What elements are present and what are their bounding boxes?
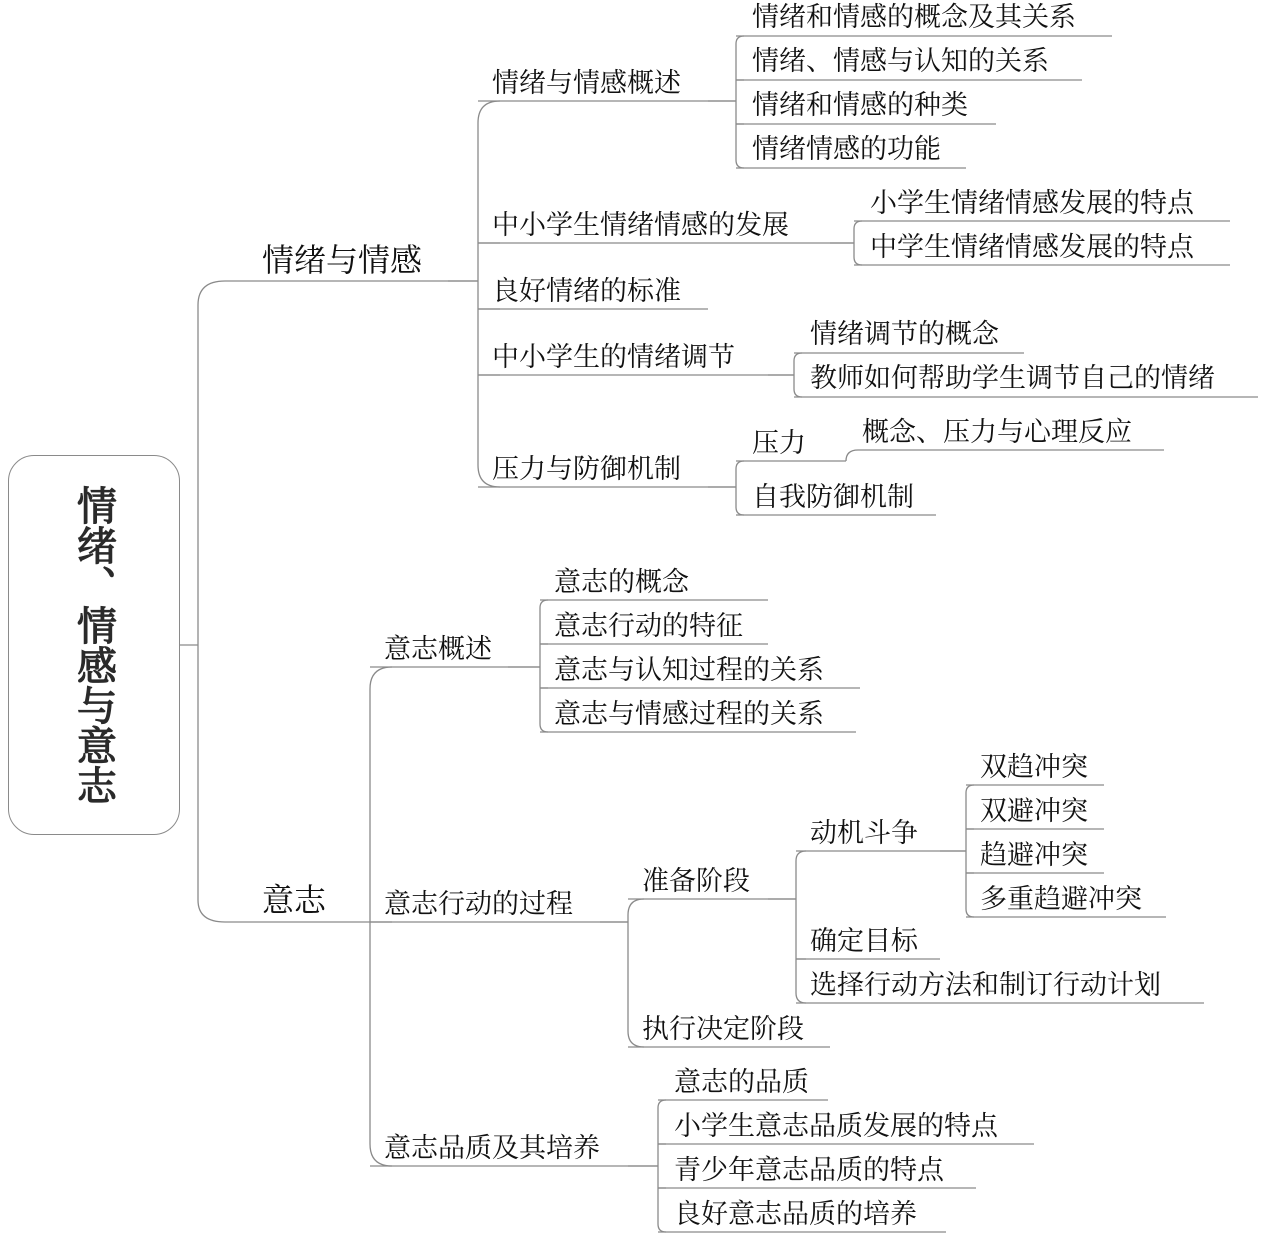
leaf-will-action-features: 意志行动的特征 <box>554 611 743 642</box>
node-good-emotion-standard: 良好情绪的标准 <box>492 276 681 307</box>
leaf-will-concept: 意志的概念 <box>554 567 689 598</box>
leaf-self-defense: 自我防御机制 <box>752 482 914 513</box>
leaf-secondary-emotion-dev: 中学生情绪情感发展的特点 <box>870 232 1194 263</box>
bracket-corner <box>796 851 806 861</box>
bracket-corner <box>794 353 802 361</box>
node-will-overview: 意志概述 <box>384 634 492 665</box>
stress-to-concept <box>846 450 1164 461</box>
leaf-will-cultivation: 良好意志品质的培养 <box>674 1199 917 1230</box>
node-stress: 压力 <box>752 428 806 459</box>
leaf-emotion-cognition: 情绪、情感与认知的关系 <box>752 46 1049 77</box>
bracket-corner <box>854 221 862 229</box>
node-stress-defense: 压力与防御机制 <box>492 454 681 485</box>
bracket-corner <box>966 909 974 917</box>
bracket-corner <box>658 1224 666 1232</box>
bracket-corner <box>628 899 644 915</box>
bracket-corner <box>736 160 744 168</box>
leaf-choose-method: 选择行动方法和制订行动计划 <box>810 970 1161 1001</box>
leaf-regulation-concept: 情绪调节的概念 <box>810 319 999 350</box>
leaf-teacher-help-regulate: 教师如何帮助学生调节自己的情绪 <box>810 363 1215 394</box>
leaf-emotion-concept-relation: 情绪和情感的概念及其关系 <box>752 2 1076 33</box>
bracket-corner <box>540 600 548 608</box>
leaf-primary-will-dev: 小学生意志品质发展的特点 <box>674 1111 998 1142</box>
leaf-execute-stage: 执行决定阶段 <box>642 1014 804 1045</box>
leaf-approach-approach: 双趋冲突 <box>980 752 1088 783</box>
root-to-emotion <box>198 281 252 645</box>
node-emotion-development: 中小学生情绪情感的发展 <box>492 210 789 241</box>
leaf-emotion-types: 情绪和情感的种类 <box>752 90 968 121</box>
leaf-teen-will-features: 青少年意志品质的特点 <box>674 1155 944 1186</box>
root-node-label: 情绪、情感与意志 <box>70 485 118 805</box>
leaf-emotion-functions: 情绪情感的功能 <box>752 134 941 165</box>
leaf-will-emotion: 意志与情感过程的关系 <box>554 699 824 730</box>
leaf-multi-approach-avoid: 多重趋避冲突 <box>980 884 1142 915</box>
bracket-corner <box>370 667 392 689</box>
node-emotion-regulation: 中小学生的情绪调节 <box>492 342 735 373</box>
bracket-corner <box>736 507 744 515</box>
node-motive-conflict: 动机斗争 <box>810 818 918 849</box>
node-will-quality: 意志品质及其培养 <box>384 1133 600 1164</box>
bracket-corner <box>966 785 974 793</box>
leaf-approach-avoid: 趋避冲突 <box>980 840 1088 871</box>
root-to-will <box>198 645 252 922</box>
node-emotion-overview: 情绪与情感概述 <box>492 68 681 99</box>
bracket-corner <box>794 389 802 397</box>
bracket-corner <box>736 36 744 44</box>
leaf-set-goal: 确定目标 <box>810 926 918 957</box>
leaf-primary-emotion-dev: 小学生情绪情感发展的特点 <box>870 188 1194 219</box>
bracket-corner <box>540 724 548 732</box>
bracket-corner <box>478 101 500 123</box>
leaf-will-cognition: 意志与认知过程的关系 <box>554 655 824 686</box>
branch-emotion: 情绪与情感 <box>262 241 423 279</box>
leaf-avoid-avoid: 双避冲突 <box>980 796 1088 827</box>
bracket-corner <box>736 461 744 469</box>
branch-will: 意志 <box>262 881 327 919</box>
bracket-corner <box>796 993 806 1003</box>
bracket-corner <box>658 1100 666 1108</box>
node-will-process: 意志行动的过程 <box>384 889 573 920</box>
node-prepare-stage: 准备阶段 <box>642 866 750 897</box>
leaf-will-qualities: 意志的品质 <box>674 1067 809 1098</box>
bracket-corner <box>854 257 862 265</box>
leaf-stress-concept: 概念、压力与心理反应 <box>862 417 1132 448</box>
